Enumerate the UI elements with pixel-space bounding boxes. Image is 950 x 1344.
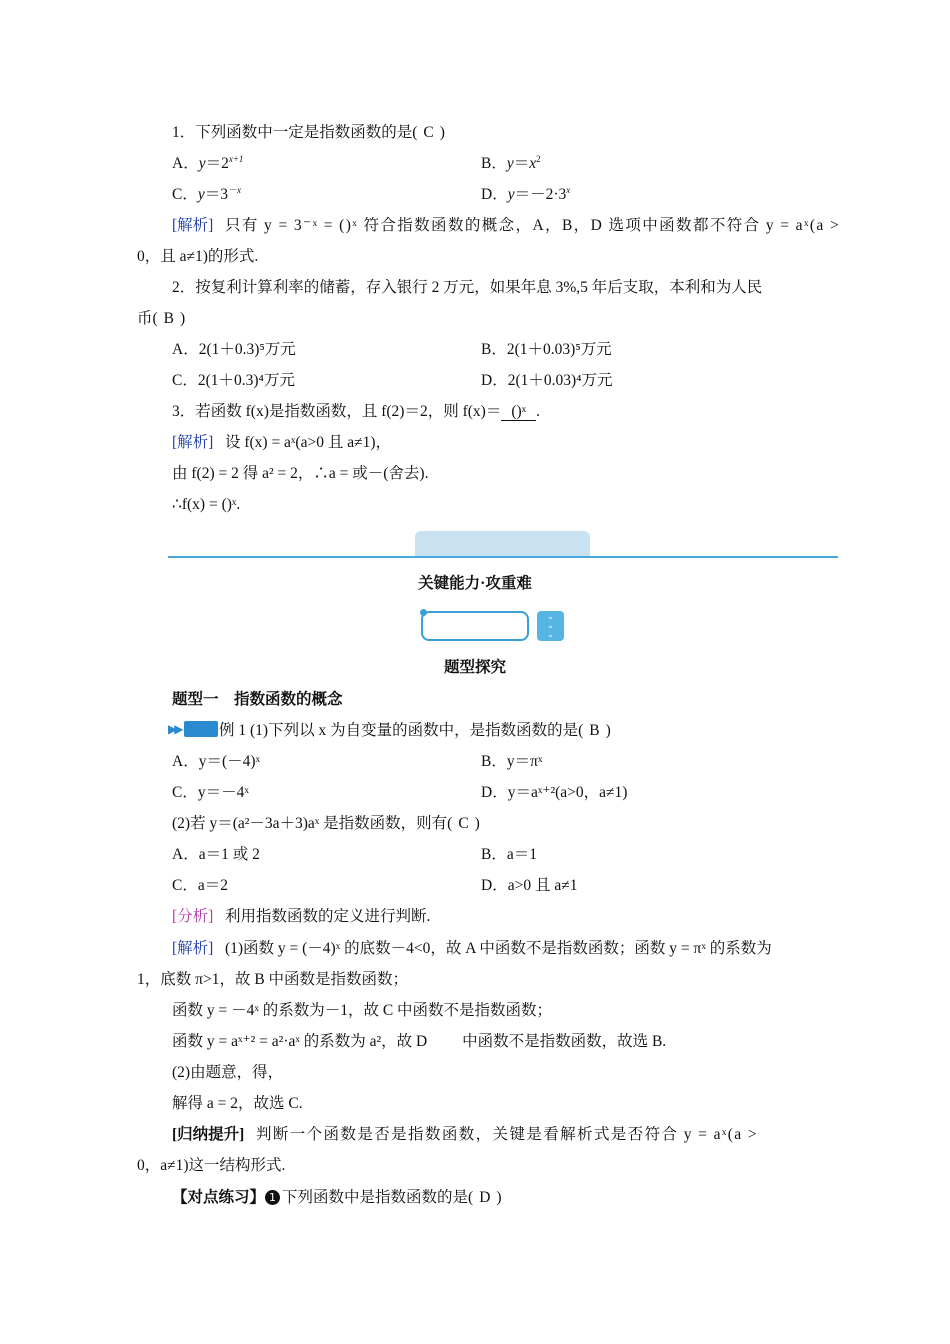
- chevron-down-icon: ⌄ ⌄ ⌄: [537, 611, 564, 641]
- ex1-part2-stem: (2)若 y＝(a²－3a＋3)aˣ 是指数函数，则有( C ): [172, 815, 480, 832]
- ex1-part2-option-d: D．a>0 且 a≠1: [481, 877, 578, 894]
- q1-stem: 1．下列函数中一定是指数函数的是( C ): [172, 124, 445, 141]
- ex1-option-a: A．y＝(－4)ˣ: [172, 753, 260, 770]
- q3-answer-blank: ()ˣ: [501, 404, 536, 421]
- q2-option-d: D．2(1＋0.03)⁴万元: [481, 372, 613, 389]
- ex1-part2-option-b: B．a＝1: [481, 846, 537, 863]
- q2-stem-line2: 币( B ): [137, 310, 186, 327]
- ex1-answer: B: [589, 722, 600, 739]
- ex1-part2-option-a: A．a＝1 或 2: [172, 846, 260, 863]
- q1-option-b: B．$y=x^2$: [481, 154, 541, 172]
- summary-line1: [归纳提升] 判断一个函数是否是指数函数，关键是看解析式是否符合 y = aˣ(a >: [172, 1126, 758, 1143]
- analysis-tag: [解析]: [172, 217, 214, 234]
- section-subtitle: 题型探究: [443, 659, 506, 676]
- q2-option-b: B．2(1＋0.03)⁵万元: [481, 341, 612, 358]
- ex1-option-c: C．y＝－4ˣ: [172, 784, 249, 801]
- practice-answer: D: [479, 1189, 491, 1206]
- q3-analysis-line3: ∴f(x) = ()ˣ.: [172, 496, 241, 513]
- example-label-box: [184, 721, 218, 737]
- analysis-tag: [解析]: [172, 434, 214, 451]
- ex1-jiexi-line6: 解得 a = 2，故选 C.: [172, 1095, 303, 1112]
- q1-analysis-line1: [解析] 只有 y = 3⁻ˣ = ()ˣ 符合指数函数的概念，A，B，D 选项中函数都不符合 y = aˣ(a >: [172, 217, 841, 234]
- number-1-icon: 1: [265, 1190, 280, 1205]
- q1-option-d: D．$y=-2\cdot 3^x$: [481, 185, 571, 203]
- q1-option-c: C．$y=3^{-x}$: [172, 185, 241, 203]
- ex1-fenxi: [分析] 利用指数函数的定义进行判断.: [172, 908, 431, 925]
- ex1-part2-option-c: C．a＝2: [172, 877, 228, 894]
- ex1-jiexi-line3: 函数 y = －4ˣ 的系数为－1，故 C 中函数不是指数函数；: [172, 1002, 553, 1019]
- q2-stem-line1: 2．按复利计算利率的储蓄，存入银行 2 万元，如果年息 3%,5 年后支取，本利和为人民: [172, 279, 763, 296]
- example-marker-icon: [168, 721, 218, 737]
- q2-option-c: C．2(1＋0.3)⁴万元: [172, 372, 295, 389]
- q2-option-a: A．2(1＋0.3)⁵万元: [172, 341, 296, 358]
- type-heading: 题型一 指数函数的概念: [172, 691, 343, 708]
- q3-analysis-line2: 由 f(2) = 2 得 a² = 2，∴a = 或－(舍去).: [172, 465, 429, 482]
- summary-line2: 0，a≠1)这一结构形式.: [137, 1157, 286, 1174]
- ex1-part2-answer: C: [458, 815, 469, 832]
- section-divider: [168, 556, 838, 558]
- q3-stem: 3．若函数 f(x)是指数函数，且 f(2)＝2，则 f(x)＝ ()ˣ .: [172, 403, 541, 420]
- summary-tag: [归纳提升]: [172, 1126, 245, 1143]
- ex1-jiexi-line1: [解析] (1)函数 y = (－4)ˣ 的底数－4<0，故 A 中函数不是指数函数；函数 y = πˣ 的系数为: [172, 940, 772, 957]
- q3-analysis-line1: [解析] 设 f(x) = aˣ(a>0 且 a≠1)，: [172, 434, 391, 451]
- ex1-jiexi-line5: (2)由题意，得，: [172, 1064, 284, 1081]
- ex1-jiexi-line2: 1，底数 π>1，故 B 中函数是指数函数；: [137, 971, 409, 988]
- ex1-stem: 例 1 (1)下列以 x 为自变量的函数中，是指数函数的是( B ): [219, 722, 611, 739]
- q1-answer: C: [423, 124, 434, 141]
- ex1-option-d: D．y＝aˣ⁺²(a>0，a≠1): [481, 784, 628, 801]
- q1-analysis-line2: 0，且 a≠1)的形式.: [137, 248, 259, 265]
- fenxi-tag: [分析]: [172, 908, 214, 925]
- section-tab: [415, 531, 590, 556]
- ex1-jiexi-line4: 函数 y = aˣ⁺² = a²·aˣ 的系数为 a²，故 D 中函数不是指数函数，故选 B.: [172, 1033, 667, 1050]
- double-arrow-icon: ▶▶: [168, 722, 181, 736]
- q1-option-a: A．$y=2^{x+1}$: [172, 154, 244, 172]
- ex1-option-b: B．y＝πˣ: [481, 753, 543, 770]
- section-tag-frame: [421, 611, 529, 641]
- section-title: 关键能力·攻重难: [418, 575, 532, 592]
- q2-answer: B: [163, 310, 175, 327]
- practice-tag: 【对点练习】: [172, 1189, 266, 1206]
- practice-question: 【对点练习】 1 下列函数中是指数函数的是( D ): [172, 1189, 502, 1206]
- analysis-tag: [解析]: [172, 940, 214, 957]
